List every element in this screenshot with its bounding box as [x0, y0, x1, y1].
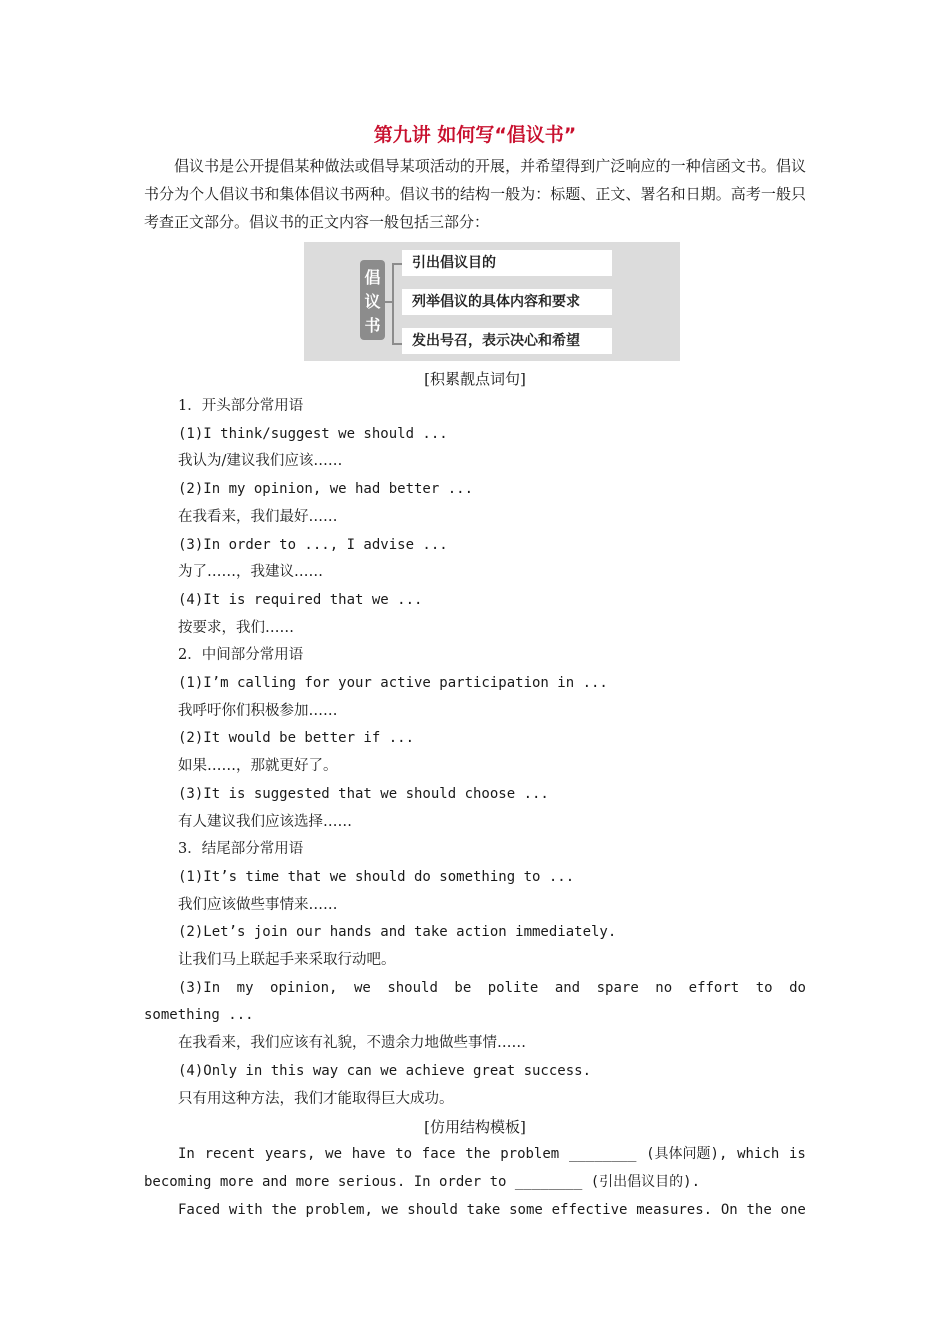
diagram-bracket	[392, 263, 402, 345]
intro-paragraph: 倡议书是公开提倡某种做法或倡导某项活动的开展，并希望得到广泛响应的一种信函文书。倡议书分为个人倡议书和集体倡议书两种。倡议书的结构一般为：标题、正文、署名和日期。高考一般只考查正文部分。倡议书的正文内容一般包括三部分：	[144, 157, 806, 231]
phrase-en: (1)I think/suggest we should ...	[178, 425, 448, 442]
template-word: the	[465, 1146, 491, 1163]
template-word: face	[421, 1146, 456, 1163]
phrase-word: to	[755, 979, 773, 996]
diagram-branch-purpose: 引出倡议目的	[402, 250, 612, 276]
template-word: ________	[568, 1146, 637, 1163]
phrase-word: do	[789, 979, 806, 996]
part-title: 3．结尾部分常用语	[178, 841, 304, 858]
template-word: we	[381, 1201, 399, 1218]
structure-diagram	[304, 242, 680, 361]
phrase-word: my	[236, 979, 254, 996]
template-word: (具体问题),	[646, 1146, 728, 1163]
phrase-en: (3)It is suggested that we should choose ...	[178, 785, 549, 802]
part-title: 1．开头部分常用语	[178, 398, 304, 414]
phrase-zh: 在我看来，我们应该有礼貌，不遗余力地做些事情……	[178, 1035, 526, 1052]
template-para2-line1	[144, 1197, 806, 1225]
phrase-en: (3)In order to ..., I advise ...	[178, 536, 448, 553]
template-word: recent	[204, 1146, 256, 1163]
phrase-en-justified	[144, 975, 806, 1003]
diagram-root-char: 书	[364, 315, 381, 335]
phrase-word: no	[655, 979, 673, 996]
phrase-zh: 为了……，我建议……	[178, 564, 323, 581]
phrase-en: (4)It is required that we ...	[178, 591, 423, 608]
document-page	[144, 118, 806, 1224]
template-word: measures.	[636, 1201, 713, 1218]
phrase-en: (2)In my opinion, we had better ...	[178, 481, 474, 498]
diagram-root	[360, 260, 385, 340]
phrase-en: (2)It would be better if ...	[178, 730, 415, 747]
template-para1-line1	[144, 1141, 806, 1169]
phrase-word: opinion,	[270, 979, 338, 996]
template-word: is	[789, 1146, 806, 1163]
template-word: On	[720, 1201, 738, 1218]
phrase-en: (1)I’m calling for your active participation in ...	[178, 675, 608, 692]
phrase-word: we	[353, 979, 371, 996]
template-word: years,	[264, 1146, 316, 1163]
section-heading-template: [仿用结构模板]	[424, 1118, 526, 1137]
phrase-word: spare	[596, 979, 639, 996]
phrase-en-continued: something ...	[144, 1007, 254, 1024]
phrase-zh: 我呼吁你们积极参加……	[178, 702, 338, 719]
template-word: take	[466, 1201, 501, 1218]
template-word: to	[395, 1146, 413, 1163]
part-title: 2．中间部分常用语	[178, 647, 304, 664]
phrase-word: and	[554, 979, 581, 996]
phrase-word: (3)In	[178, 979, 221, 996]
phrase-en: (2)Let’s join our hands and take action immediately.	[178, 924, 617, 941]
template-word: problem,	[305, 1201, 373, 1218]
phrase-word: polite	[487, 979, 539, 996]
template-word: some	[509, 1201, 543, 1218]
phrase-zh: 按要求，我们……	[178, 619, 294, 636]
phrase-word: effort	[688, 979, 740, 996]
phrase-zh: 我认为/建议我们应该……	[178, 453, 343, 470]
template-word: have	[351, 1146, 386, 1163]
template-word: effective	[551, 1201, 628, 1218]
diagram-root-char: 议	[364, 291, 381, 311]
template-word: problem	[500, 1146, 560, 1163]
template-word: should	[407, 1201, 458, 1218]
template-word: which	[737, 1146, 780, 1163]
phrase-zh: 我们应该做些事情来……	[178, 896, 338, 913]
diagram-branch-call: 发出号召，表示决心和希望	[402, 328, 612, 354]
phrase-zh: 只有用这种方法，我们才能取得巨大成功。	[178, 1090, 454, 1107]
section-heading-phrases: [积累靓点词句]	[424, 370, 526, 388]
phrase-word: should	[387, 979, 438, 996]
template-word: Faced	[178, 1201, 221, 1218]
template-word: the	[746, 1201, 772, 1218]
phrase-en: (1)It’s time that we should do something to ...	[178, 868, 575, 885]
diagram-root-char: 倡	[364, 267, 381, 287]
template-word: with	[228, 1201, 263, 1218]
phrase-word: be	[454, 979, 472, 996]
phrase-zh: 如果……，那就更好了。	[178, 758, 338, 775]
template-para1-line2: becoming more and more serious. In order to ________ (引出倡议目的).	[144, 1173, 701, 1190]
template-word: In	[178, 1146, 195, 1163]
phrase-zh: 在我看来，我们最好……	[178, 508, 338, 525]
template-word: the	[271, 1201, 297, 1218]
diagram-branch-content: 列举倡议的具体内容和要求	[402, 289, 612, 315]
diagram-connector	[385, 301, 392, 303]
phrase-zh: 让我们马上联起手来采取行动吧。	[178, 952, 396, 969]
page-title: 第九讲 如何写“倡议书”	[373, 124, 577, 146]
template-word: we	[325, 1146, 343, 1163]
template-word: one	[780, 1201, 806, 1218]
phrase-en: (4)Only in this way can we achieve great success.	[178, 1062, 592, 1079]
phrase-zh: 有人建议我们应该选择……	[178, 813, 352, 830]
